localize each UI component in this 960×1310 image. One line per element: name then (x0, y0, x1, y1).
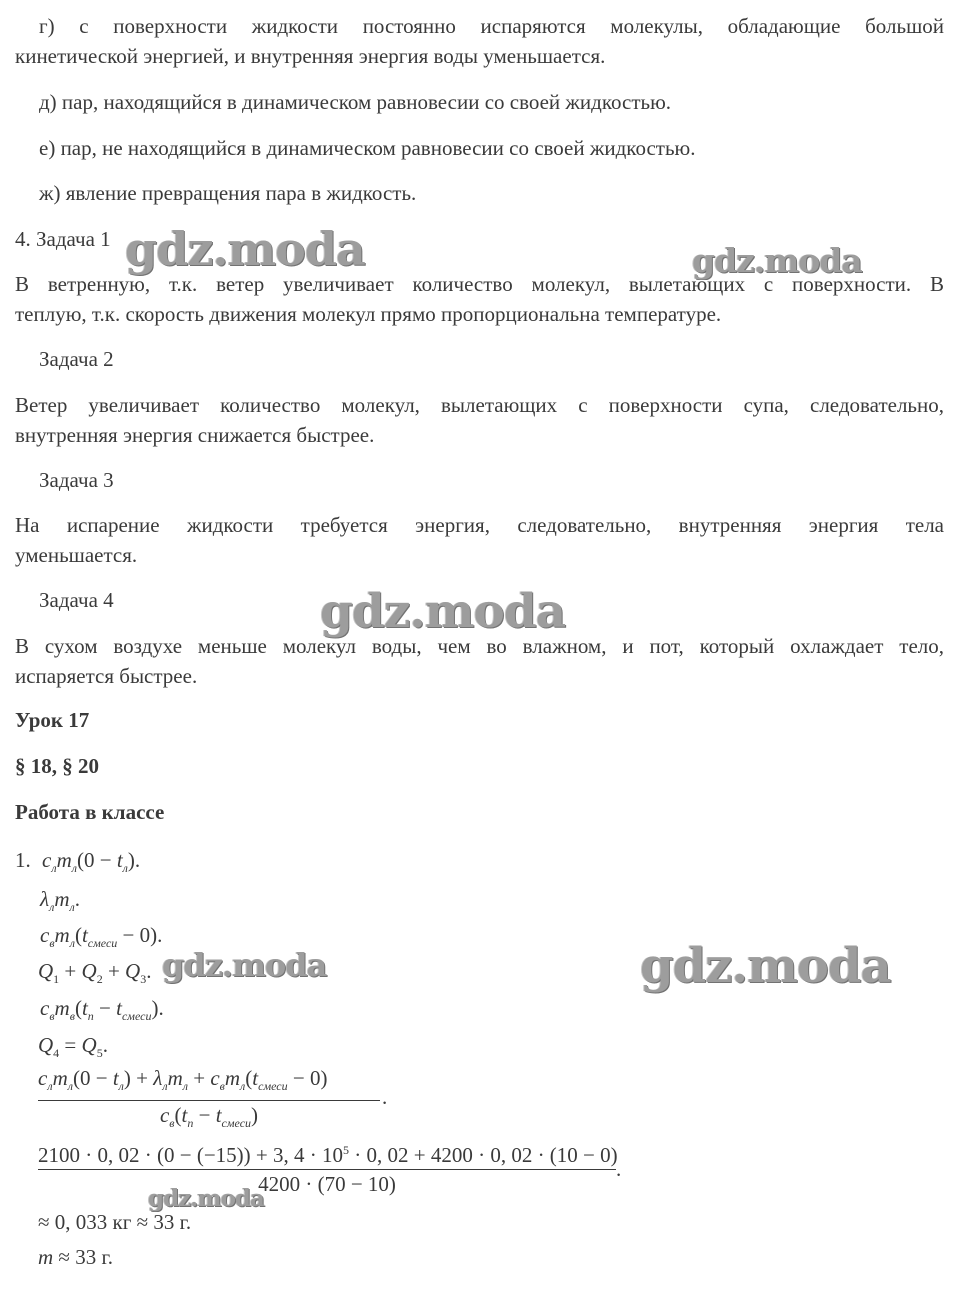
answer-zh: ж) явление превращения пара в жидкость. (39, 181, 417, 205)
answer-d: д) пар, находящийся в динамическом равновесии со своей жидкостью. (39, 90, 672, 114)
task3-heading: Задача 3 (39, 468, 114, 492)
task4-line2: испаряется быстрее. (15, 664, 198, 688)
watermark-logo: gdz.moda (320, 584, 566, 639)
item-number: 1. (15, 848, 31, 872)
task2-line1: Ветер увеличивает количество молекул, вылетающих с поверхности супа, следовательно, (15, 393, 944, 417)
symbolic-numerator: $c_лm_л(0 - t_л) + \lambda_лm_л + c_вm_л(t_{смеси} - 0)$ (38, 1066, 328, 1093)
answer-e: е) пар, не находящийся в динамическом равновесии со своей жидкостью. (39, 136, 696, 160)
task4-answer (15, 631, 944, 691)
answer-g-line2: кинетической энергией, и внутренняя энергия воды уменьшается. (15, 44, 606, 68)
symbolic-denominator: $c_в(t_п - t_{смеси})$ (159, 1103, 259, 1130)
numeric-fraction (38, 1136, 618, 1198)
task4-1-line1: В ветренную, т.к. ветер увеличивает количество молекул, вылетающих с поверхности. В (15, 272, 944, 296)
formula-2: $\lambda_лm_л$. (40, 887, 80, 914)
numeric-numerator: 2100 · 0, 02 · (0 − (−15)) + 3, $4 \cdot 10^5 \cdot 0$, 02 + 4200 · 0, 02 · (10 − 0) (38, 1143, 618, 1167)
sections-heading: § 18, § 20 (15, 754, 99, 778)
watermark-logo: gdz.moda (148, 1185, 264, 1212)
task2-line2: внутренняя энергия снижается быстрее. (15, 423, 375, 447)
task3-answer (15, 510, 944, 570)
task2-heading: Задача 2 (39, 347, 114, 371)
watermark-logo: gdz.moda (640, 938, 891, 994)
formula-4: $Q_1 + Q_2 + Q_3$. (38, 959, 152, 986)
task3-line1: На испарение жидкости требуется энергия, следовательно, внутренняя энергия тела (15, 513, 944, 537)
task4-heading: Задача 4 (39, 588, 114, 612)
numeric-denominator: 4200 · (70 − 10) (258, 1172, 396, 1196)
watermark-logo: gdz.moda (125, 222, 365, 276)
task2-answer (15, 390, 944, 450)
watermark-logo: gdz.moda (692, 241, 862, 280)
task3-line2: уменьшается. (15, 543, 138, 567)
task4-1-line2: теплую, т.к. скорость движения молекул прямо пропорциональна температуре. (15, 302, 722, 326)
formula-1: $c_лm_л(0 - t_л)$. (42, 848, 141, 875)
formula-3: $c_вm_л(t_{смеси} - 0)$. (40, 923, 163, 950)
answer-g (15, 11, 944, 71)
numeric-fraction-period: . (616, 1157, 622, 1181)
result-m: m ≈ 33 г. (38, 1245, 113, 1269)
formula-6: $Q_4 = Q_5$. (38, 1033, 108, 1060)
symbolic-fraction-period: . (382, 1085, 388, 1109)
symbolic-fraction (38, 1064, 384, 1137)
task4-1-heading: 4. Задача 1 (15, 227, 111, 251)
result-mass: ≈ 0, 033 кг ≈ 33 г. (38, 1210, 192, 1234)
task4-line1: В сухом воздухе меньше молекул воды, чем во влажном, и пот, который охлаждает тело, (15, 634, 944, 658)
watermark-logo: gdz.moda (162, 946, 327, 984)
classwork-heading: Работа в классе (15, 800, 165, 824)
lesson-heading: Урок 17 (15, 708, 90, 732)
answer-g-line1: г) с поверхности жидкости постоянно испаряются молекулы, обладающие большой (39, 14, 944, 38)
formula-5: $c_вm_в(t_п - t_{смеси})$. (40, 996, 164, 1023)
